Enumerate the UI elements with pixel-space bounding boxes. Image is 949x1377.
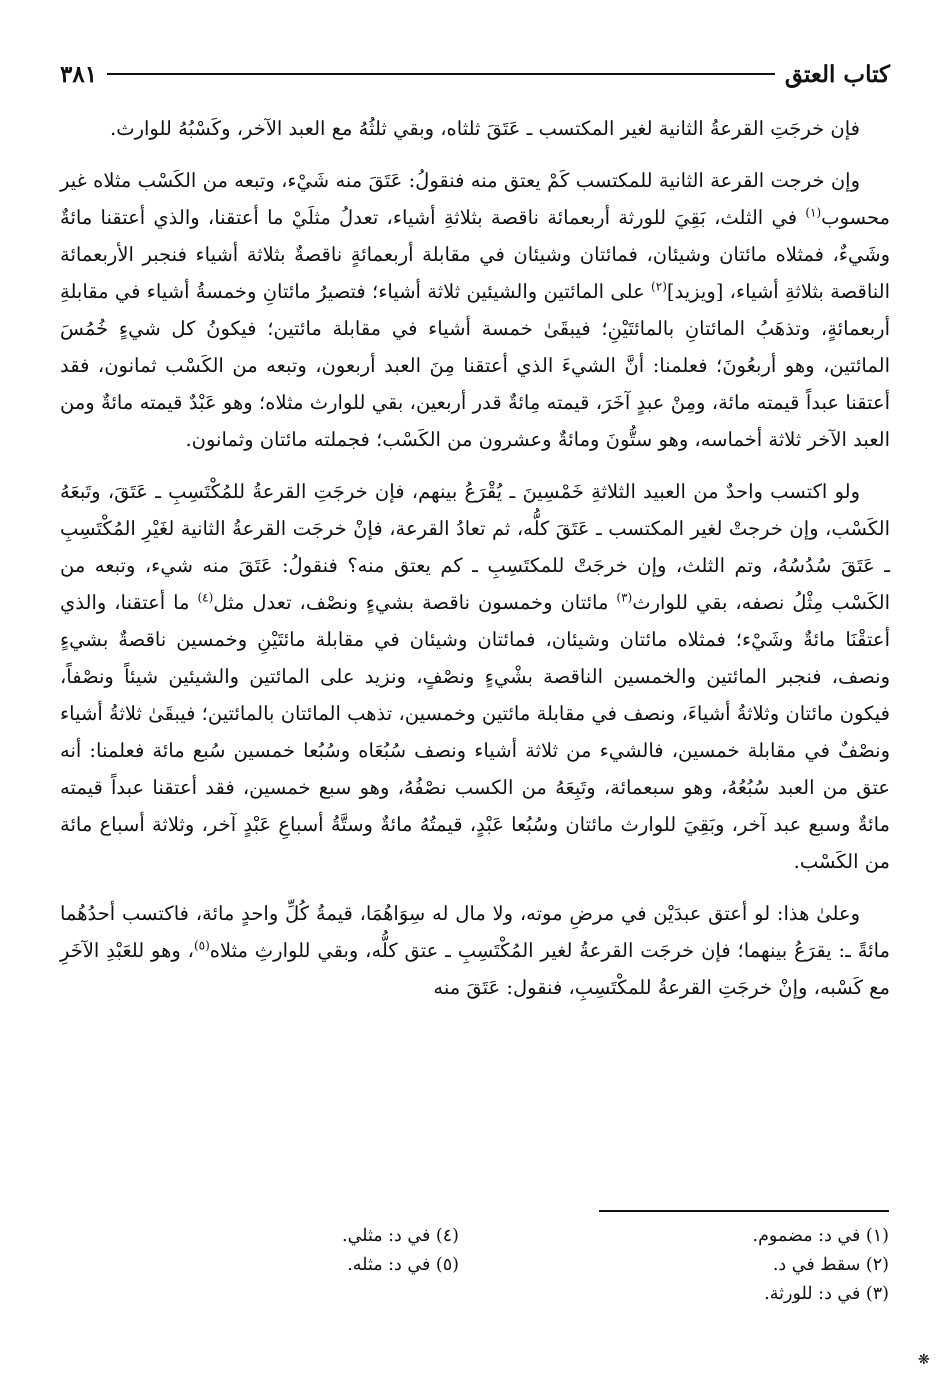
paragraph-text: فإن خرجَتِ القرعةُ الثانية لغير المكتسب ـ عَتَقَ ثلثاه، وبقي ثلثُهُ مع العبد الآخر، وكَسْبُهُ للوارث. xyxy=(110,117,860,140)
paragraph-text: ، وهو للعَبْدِ الآخَرِ مع كَسْبه، وإنْ خرجَتِ القرعةُ للمكْتَسِبِ، فنقول: عَتَقَ منه xyxy=(60,939,890,999)
paragraph-text: ولو اكتسب واحدٌ من العبيد الثلاثةِ خَمْسِينَ ـ يُقْرَعُ بينهم، فإن خرجَتِ القرعةُ للمُكْتَسِبِ ـ عَتَقَ، وتَبعَهُ الكَسْب، وإن خرجتْ لغير المكتسب ـ عَتَقَ كلُّه، ثم تعادُ القرعة، فإنْ خرجَت القرعةُ الثانية لغَيْرِ المُكْتَسِبِ ـ عَتَقَ سُدُسُهُ، وتم الثلث، وإن خرجَتْ للمكتَسِبِ ـ كم يعتق منه؟ فنقولُ: عَتَقَ منه شيء، وتبعه من الكَسْب مِثْلُ نصفه، بقي للوارث xyxy=(60,480,890,614)
footnote-ref-2: (٢) xyxy=(651,279,667,294)
ornament-mark: ❋ xyxy=(918,1352,930,1368)
paragraph-4 xyxy=(60,895,890,1006)
header-rule xyxy=(107,73,775,75)
footnotes-column-left xyxy=(59,1222,459,1280)
footnote-ref-5: (٥) xyxy=(193,938,210,953)
paragraph-text: وعلىٰ هذا: لو أعتق عبدَيْن في مرضِ موته، ولا مال له سِوَاهُمَا، قيمةُ كُلِّ واحدٍ مائة، فاكتسب أحدُهُما مائةً ـ: يقرَعُ بينهما؛ فإن خرجَت القرعةُ لغير المُكْتَسِبِ ـ عتق كلُّه، وبقي للوارثِ مثلاه xyxy=(60,902,890,962)
footnote-4: (٤) في د: مثلي. xyxy=(342,1226,459,1246)
footnote-ref-1: (١) xyxy=(805,205,822,220)
footnote-rule xyxy=(599,1210,889,1212)
footnote-3: (٣) في د: للورثة. xyxy=(764,1284,889,1304)
footnote-5: (٥) في د: مثله. xyxy=(347,1255,459,1275)
paragraph-3 xyxy=(60,473,890,880)
paragraph-text: مائتان وخمسون ناقصة بشيءٍ ونصْف، تعدل مثل xyxy=(213,591,617,614)
paragraph-2 xyxy=(60,162,890,458)
page xyxy=(60,52,890,1021)
footnote-2: (٢) سقط في د. xyxy=(772,1255,889,1275)
chapter-title: كتاب العتق xyxy=(784,60,890,88)
running-header xyxy=(60,52,890,96)
footnotes-column-right xyxy=(469,1222,889,1309)
main-text xyxy=(60,110,890,1006)
paragraph-text: ما أعتقنا، والذي أعتقْنَا مائةٌ وشَيْء؛ فمثلاه مائتان وشيئان، فمائتان وشيئان في مقابلة مائتَيْنِ وخمسين ناقصةٌ بشيءٍ ونصف، فنجبر المائتين والخمسين الناقصة بشْيءٍ ونصْفٍ، ونزيد على المائتين والشيئين شيئاً ونصْفاً، فيكون مائتان وثلاثةُ أشياءَ، ونصف في مقابلة مائتين وخمسين، تذهب المائتان بالمائتين؛ فيبقَىٰ ثلاثةُ أشياء ونصْفٌ في مقابلة خمسين، فالشيء من ثلاثة أشياء ونصف سُبُعَاه وسُبُعا خمسين سُبع مائة فعلمنا: أنه عتق من العبد سُبُعُهُ، وهو سبعمائة، وتَبِعَهُ من الكسب نصْفُهُ، وهو سبع خمسين، فقد أعتقنا عبداً قيمته مائةٌ وسبع عبد آخر، وبَقِيَ للوارث مائتان وسُبُعا عَبْدٍ، قيمتُهُ مائةٌ وستَّةُ أسباعِ عَبْدٍ آخر، وثلاثة أسباع مائة من الكَسْب. xyxy=(60,591,890,873)
paragraph-text: وإن خرجت القرعة الثانية للمكتسب كَمْ يعتق منه فنقولُ: عَتَقَ منه شَيْء، وتبعه من الكَسْب مثلاه غير محسوب xyxy=(60,169,890,229)
footnote-1: (١) في د: مضموم. xyxy=(752,1226,889,1246)
paragraph-text: في الثلث، بَقِيَ للورثة أربعمائة ناقصة بثلاثةِ أشياء، تعدلُ مثلَيْ ما أعتقنا، والذي أعتقنا مائةٌ وشَيءٌ، فمثلاه مائتان وشيئان، فمائتان وشيئان في مقابلة أربعمائةٍ ناقصةٌ بثلاثة أشياء فنجبر الأربعمائة الناقصة بثلاثةِ أشياء، [ويزيد] xyxy=(60,206,890,303)
paragraph-1 xyxy=(60,110,890,147)
footnote-ref-4: (٤) xyxy=(197,590,214,605)
footnote-ref-3: (٣) xyxy=(616,590,633,605)
paragraph-text: على المائتين والشيئين ثلاثة أشياء؛ فتصيرُ مائتانِ وخمسةُ أشياء في مقابلةِ أربعمائةٍ، وتذهَبُ المائتانِ بالمائتَيْنِ؛ فيبقَىٰ خمسة أشياء في مقابلة مائتين؛ فيكونُ كل شيءٍ خُمُسَ المائتين، وهو أربعُونَ؛ فعلمنا: أنَّ الشيءَ الذي أعتقنا مِنَ العبد أربعون، وتبعه من الكَسْب ثمانون، فقد أعتقنا عبداً قيمته مائة، ومِنْ عبدٍ آخَرَ، قيمته مِائةٌ قدر أربعين، بقي للوارث مثلاه؛ وهو عَبْدٌ قيمته مائةٌ ومن العبد الآخر ثلاثة أخماسه، وهو ستُّونَ ومائةٌ وعشرون من الكَسْب؛ فجملته مائتان وثمانون. xyxy=(60,280,890,451)
page-number: ٣٨١ xyxy=(60,60,98,88)
